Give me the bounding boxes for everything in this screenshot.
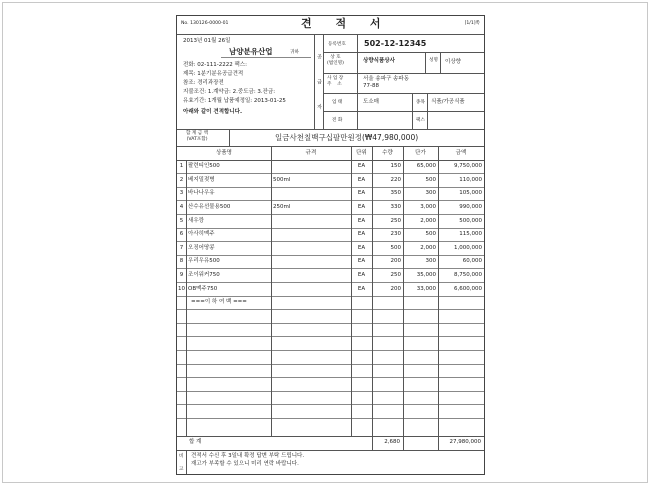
info-note: 아래와 같이 견적합니다.	[183, 109, 243, 115]
row-spec: 250ml	[273, 203, 291, 210]
row-product: 우리우유500	[188, 258, 220, 265]
info-tel: 전화: 02-111-2222 팩스:	[183, 62, 247, 68]
doc-number: No. 130126-0000-01	[181, 21, 229, 26]
supplier-side-label-3: 자	[316, 104, 322, 109]
row-qty: 220	[390, 176, 401, 183]
representative-name: 이상향	[445, 59, 461, 65]
row-amount: 9,750,000	[454, 163, 482, 170]
page-indicator: [1/1]쪽	[464, 21, 480, 26]
row-product: 새우깡	[188, 217, 204, 224]
row-amount: 105,000	[459, 190, 482, 197]
total-amount-label: 합 계 금 액 (VAT포함)	[186, 131, 209, 142]
row-spec	[271, 255, 351, 269]
row-unit: EA	[357, 203, 366, 210]
header-amount: 금액	[455, 149, 467, 156]
row-amount: 8,750,000	[454, 271, 482, 278]
fax-label: 팩스	[416, 118, 425, 123]
row-spec	[271, 214, 351, 228]
supplier-side-label-2: 급	[316, 79, 322, 84]
header-unit-price: 단가	[415, 149, 426, 156]
row-qty: 500	[390, 244, 401, 251]
row-spec	[271, 241, 351, 255]
remarks-line-2: 재고가 부족할 수 있으니 미리 연락 바랍니다.	[191, 461, 299, 467]
row-spec	[271, 282, 351, 296]
header-product: 상품명	[216, 149, 232, 156]
row-amount: 115,000	[459, 231, 482, 238]
remarks-label-2: 고	[179, 467, 184, 472]
row-unit-price: 300	[425, 258, 436, 265]
row-qty: 250	[390, 271, 401, 278]
row-number: 5	[179, 217, 184, 224]
row-amount: 6,600,000	[454, 285, 482, 292]
row-qty: 200	[390, 285, 401, 292]
row-unit: EA	[357, 176, 366, 183]
business-type-label: 업 태	[332, 100, 343, 105]
phone-label: 전 화	[332, 118, 343, 123]
business-address: 서울 송파구 송파동 77-88	[363, 76, 410, 89]
info-reference: 참조: 경리과장전	[183, 80, 224, 86]
row-product: 산수유선물용500	[188, 203, 231, 210]
info-payment-terms: 지불조건: 1.계약금: 2.중도금: 3.잔금:	[183, 89, 276, 95]
estimate-document	[176, 15, 485, 475]
row-unit-price: 33,000	[416, 285, 436, 292]
business-item: 식품/가공식품	[431, 99, 465, 105]
row-unit: EA	[357, 271, 366, 278]
sum-label: 합 계	[189, 439, 202, 445]
row-qty: 230	[390, 231, 401, 238]
header-spec: 규격	[305, 149, 317, 156]
row-number: 10	[178, 285, 185, 292]
row-amount: 1,000,000	[454, 244, 482, 251]
row-unit: EA	[357, 285, 366, 292]
row-number: 3	[179, 190, 184, 197]
supplier-side-label-1: 공	[316, 54, 322, 59]
row-unit-price: 35,000	[416, 271, 436, 278]
row-spec	[271, 268, 351, 282]
row-qty: 250	[390, 217, 401, 224]
total-amount-text: 일금사천칠백구십팔만원정(₩47,980,000)	[275, 133, 419, 142]
address-label: 사 업 장 주 소	[327, 76, 344, 87]
row-amount: 60,000	[462, 258, 482, 265]
reg-number: 502-12-12345	[364, 39, 427, 48]
row-number: 6	[179, 231, 184, 238]
sum-quantity: 2,680	[384, 439, 400, 445]
row-qty: 330	[390, 203, 401, 210]
company-name: 상향식품상사	[363, 58, 395, 64]
row-qty: 200	[390, 258, 401, 265]
company-name-label: 상 호 (법인명)	[327, 55, 344, 66]
row-number: 4	[179, 203, 184, 210]
row-number: 2	[179, 176, 184, 183]
row-unit-price: 2,000	[420, 244, 436, 251]
row-amount: 500,000	[459, 217, 482, 224]
header-qty: 수량	[382, 149, 393, 156]
row-spec	[271, 160, 351, 174]
row-qty: 350	[390, 190, 401, 197]
row-unit-price: 2,000	[420, 217, 436, 224]
sum-amount: 27,980,000	[449, 439, 481, 445]
row-product: 오징어땅콩	[188, 244, 215, 251]
window-frame	[2, 2, 648, 483]
row-product: OB맥주750	[188, 285, 218, 292]
row-amount: 990,000	[459, 203, 482, 210]
row-unit: EA	[357, 244, 366, 251]
row-unit-price: 300	[425, 190, 436, 197]
header-unit: 단위	[356, 149, 367, 156]
row-product: 팔련티인500	[188, 163, 220, 170]
row-number: 7	[179, 244, 184, 251]
row-product: 베지밀젖병	[188, 176, 215, 183]
row-unit: EA	[357, 258, 366, 265]
row-unit-price: 3,000	[420, 203, 436, 210]
remarks-line-1: 견적서 수신 후 3일내 확정 답변 부탁 드립니다.	[191, 453, 305, 459]
reg-label: 등록번호	[328, 42, 346, 47]
row-spec	[271, 187, 351, 201]
row-unit: EA	[357, 190, 366, 197]
row-unit: EA	[357, 231, 366, 238]
row-unit-price: 500	[425, 231, 436, 238]
row-product: 바나나우유	[188, 190, 215, 197]
row-number: 9	[179, 271, 184, 278]
customer-honorific: 귀하	[290, 50, 299, 55]
row-spec	[271, 228, 351, 242]
row-spec: 500ml	[273, 176, 291, 183]
row-product: 조이워커750	[188, 271, 220, 278]
row-unit: EA	[357, 217, 366, 224]
info-validity: 유효기간: 1개월 납품예정일: 2013-01-25	[183, 98, 286, 104]
row-product: 아사히맥주	[188, 231, 215, 238]
business-item-label: 종목	[416, 100, 425, 105]
customer-name: 남양분유산업	[229, 47, 273, 56]
representative-label: 성명	[429, 58, 438, 63]
row-qty: 150	[390, 163, 401, 170]
row-unit: EA	[357, 163, 366, 170]
row-amount: 110,000	[459, 176, 482, 183]
doc-title: 견 적 서	[301, 17, 391, 30]
row-unit-price: 500	[425, 176, 436, 183]
issue-date: 2013년 01월 26일	[183, 38, 231, 44]
row-number: 1	[179, 163, 184, 170]
end-marker: ===이 하 여 백 ===	[191, 299, 247, 306]
row-number: 8	[179, 258, 184, 265]
row-unit-price: 65,000	[416, 163, 436, 170]
remarks-label-1: 비	[179, 454, 184, 459]
info-subject: 제목: 1분기분유공급견적	[183, 71, 244, 77]
business-type: 도소매	[363, 99, 379, 105]
